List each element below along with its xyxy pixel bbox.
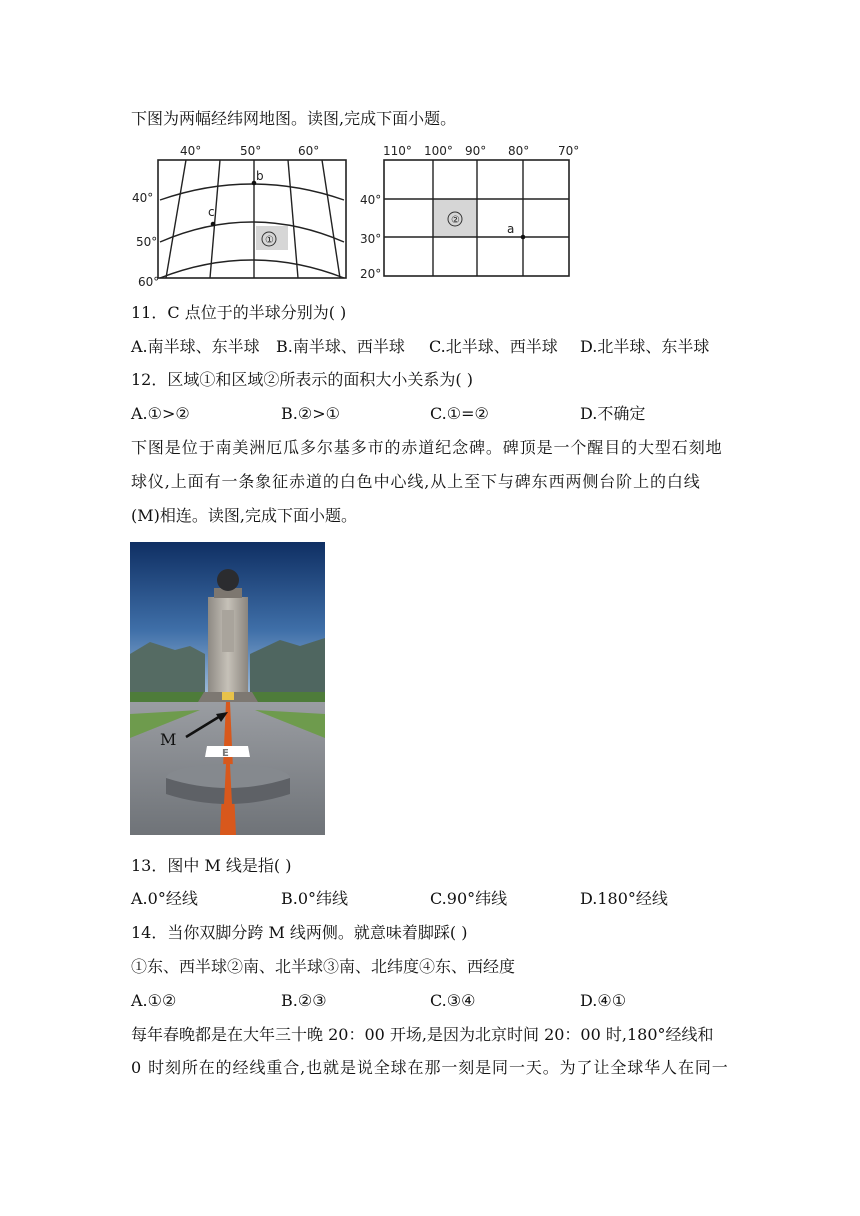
map2-top-label: 70° [558, 144, 580, 158]
photo-m-label: M [160, 730, 177, 749]
q14-option-b: B.②③ [281, 991, 327, 1010]
map2-point-a [521, 235, 526, 240]
q14-stem: 14．当你双脚分跨 M 线两侧。就意味着脚踩( ) [131, 923, 468, 942]
q13-stem: 13．图中 M 线是指( ) [131, 856, 292, 875]
map1-meridian [166, 160, 186, 278]
map1-meridian [288, 160, 298, 278]
map1-point-b-label: b [256, 169, 264, 183]
map1-left-label: 50° [136, 235, 158, 249]
q13-option-b: B.0°纬线 [281, 889, 349, 908]
q12-option-a: A.①>② [131, 404, 190, 423]
q12-stem: 12．区域①和区域②所表示的面积大小关系为( ) [131, 370, 473, 389]
q11-option-b: B.南半球、西半球 [276, 337, 405, 356]
map1-parallel [160, 260, 344, 278]
photo-tower-plaque [222, 610, 234, 652]
intro-text-1: 下图为两幅经纬网地图。读图,完成下面小题。 [131, 109, 457, 128]
q11-option-c: C.北半球、西半球 [429, 337, 558, 356]
intro-text-2: 球仪,上面有一条象征赤道的白色中心线,从上至下与碑东西两侧台阶上的白线 [131, 472, 701, 491]
q13-option-c: C.90°纬线 [430, 889, 508, 908]
q12-option-d: D.不确定 [580, 404, 646, 423]
map1-left-label: 40° [132, 191, 154, 205]
q12-option-b: B.②>① [281, 404, 340, 423]
map1-top-label: 60° [298, 144, 320, 158]
map1-meridian [210, 160, 220, 278]
map1-parallel [160, 222, 344, 242]
photo-globe [217, 569, 239, 591]
q14-option-d: D.④① [580, 991, 627, 1010]
photo-e-label: E [222, 748, 229, 759]
map2-top-label: 110° [383, 144, 412, 158]
intro-text-3: 每年春晚都是在大年三十晚 20：00 开场,是因为北京时间 20：00 时,180°经线和 [131, 1025, 714, 1044]
map1-meridian [322, 160, 340, 278]
q12-option-c: C.①=② [430, 404, 489, 423]
map1-point-c [211, 222, 216, 227]
map2-top-label: 80° [508, 144, 530, 158]
q14-statements: ①东、西半球②南、北半球③南、北纬度④东、西经度 [131, 957, 516, 976]
intro-text-2: (M)相连。读图,完成下面小题。 [131, 506, 357, 525]
q11-option-a: A.南半球、东半球 [131, 337, 260, 356]
map-1 [132, 144, 346, 289]
map2-top-label: 90° [465, 144, 487, 158]
equator-monument-photo [130, 542, 325, 835]
intro-text-2: 下图是位于南美洲厄瓜多尔基多市的赤道纪念碑。碑顶是一个醒目的大型石刻地 [131, 438, 723, 457]
photo-door [222, 692, 234, 700]
map-2 [360, 144, 579, 281]
q14-option-c: C.③④ [430, 991, 476, 1010]
graticule-maps [128, 140, 588, 290]
map1-top-label: 40° [180, 144, 202, 158]
q11-option-d: D.北半球、东半球 [580, 337, 710, 356]
q13-option-d: D.180°经线 [580, 889, 668, 908]
map1-parallel [160, 184, 344, 200]
map2-region-label: ② [451, 215, 460, 226]
q13-option-a: A.0°经线 [131, 889, 198, 908]
map2-top-label: 100° [424, 144, 453, 158]
map2-point-a-label: a [507, 222, 515, 236]
map2-left-label: 30° [360, 232, 382, 246]
map1-point-c-label: c [208, 205, 215, 219]
map1-left-label: 60° [138, 275, 160, 289]
map2-left-label: 20° [360, 267, 382, 281]
map1-top-label: 50° [240, 144, 262, 158]
map1-region-label: ① [265, 235, 274, 246]
map2-left-label: 40° [360, 193, 382, 207]
q14-option-a: A.①② [131, 991, 177, 1010]
intro-text-3: 0 时刻所在的经线重合,也就是说全球在那一刻是同一天。为了让全球华人在同一 [131, 1058, 729, 1077]
q11-stem: 11．C 点位于的半球分别为( ) [131, 303, 347, 322]
